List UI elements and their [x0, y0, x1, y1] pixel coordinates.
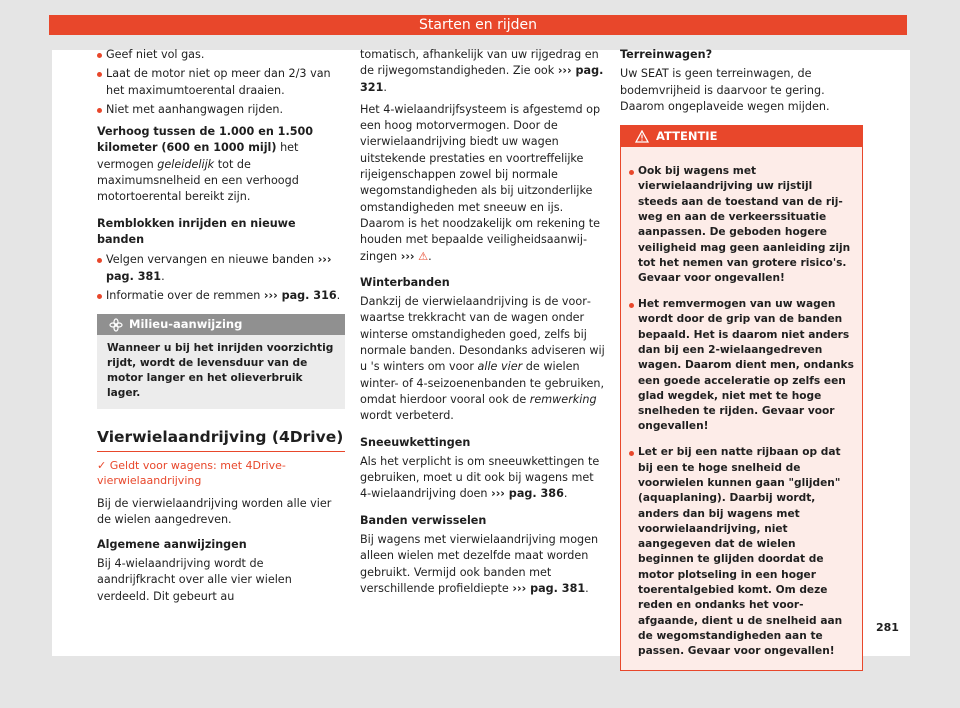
paragraph: Bij de vierwielaandrijving worden alle vier de wielen aangedreven. — [97, 497, 332, 527]
section-title: Vierwielaandrijving (4Drive) — [97, 427, 345, 452]
paragraph — [360, 294, 605, 424]
text: Het 4-wielaandrijfsysteem is afgestemd op een hoog motorvermogen. Door de vierwielaandrijving biedt uw wagen uitstekende prestaties en voortreffelijke rijeigenschappen zowel bij normale wegomstandigheden als bij uitzonderlijke omstandigheden met sneeuw en ijs. Daarom is het noodzakelijk om rekening te houden met bepaalde veiligheidsaanwijzingen — [360, 102, 601, 263]
italic-text: geleidelijk — [157, 157, 215, 171]
environment-note-body: Wanneer u bij het inrijden voorzichtig rijdt, wordt de levensduur van de motor langer en het olieverbruik lager. — [107, 342, 334, 400]
italic-text: remwerking — [529, 392, 597, 406]
environment-flower-icon — [109, 318, 123, 332]
text: Bij wagens met vierwielaandrijving mogen alleen wielen met dezelfde maat worden gebruikt. Vermijd ook banden met verschillende profieldiepte — [360, 533, 599, 595]
bold-text: Verhoog tussen de 1.000 en 1.500 kilometer (600 en 1000 mijl) — [97, 125, 314, 155]
text: het vermogen — [97, 141, 299, 171]
text: Als het verplicht is om sneeuwkettingen te gebruiken, moet u dit ook bij wagens met 4-wielaandrijving doen — [360, 454, 600, 501]
warning-box-header — [621, 126, 862, 147]
paragraph: Als het verplicht is om sneeuwkettingen te gebruiken, moet u dit ook bij wagens met 4-wielaandrijving doen ››› pag. 386. — [360, 454, 600, 501]
page-link[interactable]: ››› pag. 316 — [263, 288, 337, 302]
text: de wielen winter- of 4-seizoenenbanden te gebruiken, omdat hierdoor vooral ook de — [360, 360, 605, 406]
list-item: Velgen vervangen en nieuwe banden ››› pag. 381. — [97, 252, 345, 285]
applies-to-text: Geldt voor wagens: met 4Drive-vierwielaandrijving — [97, 459, 286, 488]
environment-note-title: Milieu-aanwijzing — [129, 317, 243, 332]
warning-triangle-icon: ⚠ — [418, 249, 429, 263]
warning-triangle-icon — [635, 130, 649, 143]
list-item: Let er bij een natte rijbaan op dat bij een te hoge snelheid de voorwielen kunnen gaan "glijden" (aquaplaning). Daarbij wordt, anders dan bij wagens met voorwielaandrijving, niet aangegeven dat de wielen beginnen te glijden doordat de motor plotseling in een hoger toerentalgebied komt. Om deze reden en ondanks het voorafgaande, dient u de snelheid aan de wegomstandigheden aan te passen. Gevaar voor ongevallen! — [629, 445, 854, 659]
list-item: Geef niet vol gas. — [97, 47, 345, 63]
paragraph: Bij wagens met vierwielaandrijving mogen alleen wielen met dezelfde maat worden gebruikt. Vermijd ook banden met verschillende profieldiepte ››› pag. 381. — [360, 533, 599, 595]
subheading: Winterbanden — [360, 275, 450, 289]
list-item: Ook bij wagens met vierwielaandrijving uw rijstijl steeds aan de toestand van de rijweg en aan de verkeerssituatie aanpassen. De geboden hogere veiligheid mag geen aanleiding zijn tot het nemen van grotere risico's. Gevaar voor ongevallen! — [629, 164, 854, 286]
list-item: Laat de motor niet op meer dan 2/3 van het maximumtoerental draaien. — [97, 66, 345, 99]
paragraph: Uw SEAT is geen terreinwagen, de bodemvrijheid is daarvoor te gering. Daarom ongeplaveide wegen mijden. — [620, 67, 830, 113]
paragraph: tomatisch, afhankelijk van uw rijgedrag en de rijwegomstandigheden. Zie ook ››› pag. 321. — [360, 48, 604, 94]
paragraph: Bij 4-wielaandrijving wordt de aandrijfkracht over alle vier wielen verdeeld. Dit gebeurt au — [97, 557, 292, 603]
list-item: Informatie over de remmen ››› pag. 316. — [97, 288, 345, 304]
subheading: Terreinwagen? — [620, 48, 713, 61]
italic-text: alle vier — [477, 360, 523, 374]
chapter-header: Starten en rijden — [49, 15, 907, 35]
text: Velgen vervangen en nieuwe banden — [106, 253, 318, 267]
text: Dankzij de vierwielaandrijving is de voorwaartse trekkracht van de wagen onder winterse omstandigheden goed, zelfs bij normale banden. Desondanks adviseren wij u 's winters om voor — [360, 295, 605, 374]
checkmark-icon: ✓ — [97, 459, 110, 473]
page-link[interactable]: ››› pag. 386 — [491, 487, 564, 501]
page-link[interactable]: ››› — [400, 249, 415, 263]
warning-title: ATTENTIE — [656, 129, 718, 144]
text: wordt verbeterd. — [360, 409, 454, 423]
page-number: 281 — [876, 621, 899, 634]
subheading: Banden verwisselen — [360, 513, 487, 527]
applies-to-note — [97, 458, 345, 488]
subheading: Algemene aanwijzingen — [97, 537, 247, 551]
text: Informatie over de remmen — [106, 288, 264, 302]
page-link[interactable]: ››› pag. 381 — [106, 253, 332, 283]
page-link[interactable]: ››› pag. 321 — [360, 64, 604, 94]
environment-note-header — [97, 314, 345, 335]
text: tot de maximumsnelheid en een verhoogd motortoerental bereikt zijn. — [97, 157, 299, 204]
page-link[interactable]: ››› pag. 381 — [512, 581, 586, 595]
environment-note — [97, 314, 345, 409]
list-item: Het remvermogen van uw wagen wordt door de grip van de banden bepaald. Het is daarom niet anders dan bij een 2-wielaangedreven wagen. Daarom dient men, ondanks een goede acceleratie op zelfs een glad wegdek, niet met te hoge snelheden te rijden. Gevaar voor ongevallen! — [629, 297, 854, 435]
column-1 — [97, 47, 345, 611]
column-3 — [620, 47, 863, 671]
list-item: Niet met aanhangwagen rijden. — [97, 102, 345, 118]
subheading: Sneeuwkettingen — [360, 435, 471, 449]
paragraph: Het 4-wielaandrijfsysteem is afgestemd op een hoog motorvermogen. Door de vierwielaandrijving biedt uw wagen uitstekende prestaties en voortreffelijke rijeigenschappen zowel bij normale wegomstandigheden als bij uitzonderlijke omstandigheden met sneeuw en ijs. Daarom is het noodzakelijk om rekening te houden met bepaalde veiligheidsaanwijzingen ››› ⚠. — [360, 102, 601, 263]
warning-box — [620, 125, 863, 671]
subheading: Remblokken inrijden en nieuwe banden — [97, 216, 296, 246]
column-2 — [360, 47, 605, 603]
text: tomatisch, afhankelijk van uw rijgedrag en de rijwegomstandigheden. Zie ook — [360, 48, 599, 78]
warning-box-body — [621, 147, 862, 670]
paragraph — [97, 124, 345, 205]
